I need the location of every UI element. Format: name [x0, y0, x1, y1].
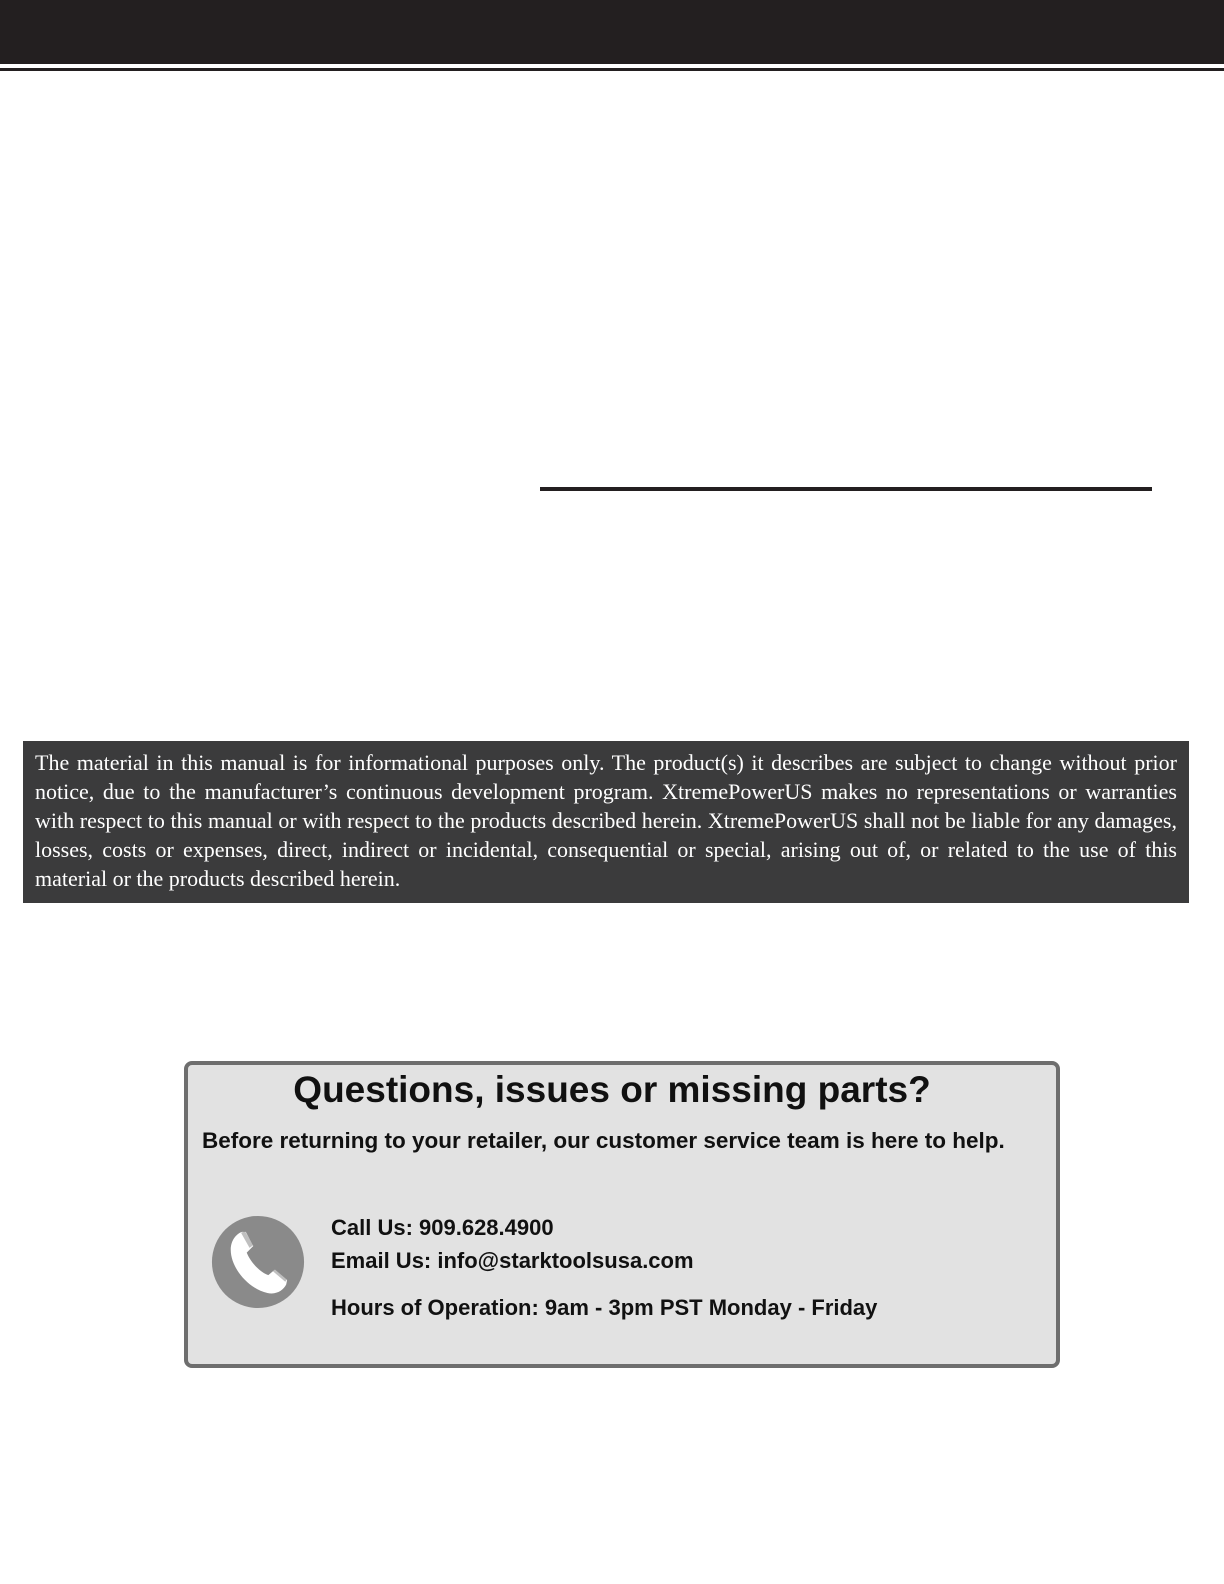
support-title: Questions, issues or missing parts?	[293, 1069, 931, 1110]
header-bar	[0, 0, 1224, 64]
disclaimer-panel	[23, 741, 1189, 903]
call-us-line[interactable]: Call Us: 909.628.4900	[331, 1215, 554, 1240]
customer-support-box	[184, 1061, 1060, 1368]
header-rule	[0, 68, 1224, 71]
hours-of-operation: Hours of Operation: 9am - 3pm PST Monday - Friday	[331, 1295, 878, 1320]
phone-icon	[211, 1215, 305, 1309]
section-divider	[540, 487, 1152, 491]
disclaimer-text: The material in this manual is for informational purposes only. The product(s) it describes are subject to change without prior notice, due to the manufacturer’s continuous development program. XtremePowerUS makes no representations or warranties with respect to this manual or with respect to the products described herein. XtremePowerUS shall not be liable for any damages, losses, costs or expenses, direct, indirect or incidental, consequential or special, arising out of, or related to the use of this material or the products described herein.	[35, 750, 1177, 891]
email-us-line[interactable]: Email Us: info@starktoolsusa.com	[331, 1248, 694, 1273]
support-subtitle: Before returning to your retailer, our customer service team is here to help.	[202, 1128, 1005, 1153]
